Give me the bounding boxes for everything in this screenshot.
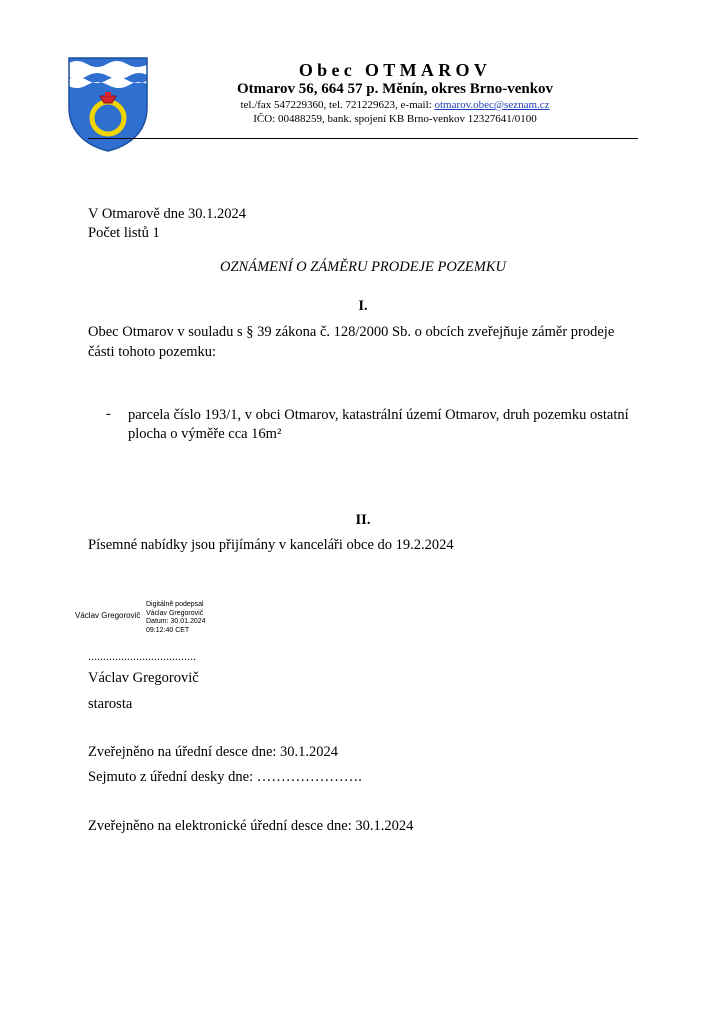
offers-deadline: Písemné nabídky jsou přijímány v kanceláři obce do 19.2.2024 [88, 537, 454, 553]
sheet-count: Počet listů 1 [88, 225, 160, 241]
email-link[interactable]: otmarov.obec@seznam.cz [434, 99, 550, 111]
section-2-heading: II. [355, 512, 371, 528]
bullet-marker: - [106, 406, 111, 422]
signature-detail-3: Datum: 30.01.2024 [146, 618, 206, 625]
signature-dots: .................................... [88, 649, 196, 663]
posted-date: Zveřejněno na úřední desce dne: 30.1.2024 [88, 744, 339, 760]
signature-detail-1: Digitálně podepsal [146, 601, 204, 608]
place-date: V Otmarově dne 30.1.2024 [88, 206, 246, 222]
parcel-line-2: plocha o výměře cca 16m² [128, 426, 282, 442]
signature-detail-4: 09:12:40 CET [146, 626, 190, 634]
ico-bank-line: IČO: 00488259, bank. spojení KB Brno-venkov 12327641/0100 [253, 113, 537, 125]
contact-phones: tel./fax 547229360, tel. 721229623, e-mail: [240, 99, 435, 111]
parcel-line-1: parcela číslo 193/1, v obci Otmarov, katastrální území Otmarov, druh pozemku ostatní [128, 407, 629, 423]
section-1-line-1: Obec Otmarov v souladu s § 39 zákona č. 128/2000 Sb. o obcích zveřejňuje záměr prodeje [88, 324, 615, 340]
section-1-line-2: části tohoto pozemku: [88, 344, 217, 360]
header-divider [88, 138, 638, 139]
section-1-paragraph [88, 322, 638, 362]
section-1-heading: I. [358, 298, 368, 314]
removed-date: Sejmuto z úřední desky dne: …………………. [88, 769, 362, 785]
parcel-item [128, 406, 643, 444]
contact-line [160, 99, 630, 111]
document-title: OZNÁMENÍ O ZÁMĚRU PRODEJE POZEMKU [220, 259, 506, 275]
municipality-address: Otmarov 56, 664 57 p. Měnín, okres Brno-venkov [236, 81, 554, 97]
digital-signature-details [146, 601, 206, 635]
digital-signature-name: Václav Gregorovič [75, 611, 141, 620]
municipality-title: Obec OTMAROV [298, 60, 492, 80]
posted-electronic-date: Zveřejněno na elektronické úřední desce dne: 30.1.2024 [88, 818, 414, 834]
signature-detail-2: Václav Gregorovič [146, 609, 204, 617]
signer-name: Václav Gregorovič [88, 670, 199, 686]
signer-role: starosta [88, 696, 133, 712]
